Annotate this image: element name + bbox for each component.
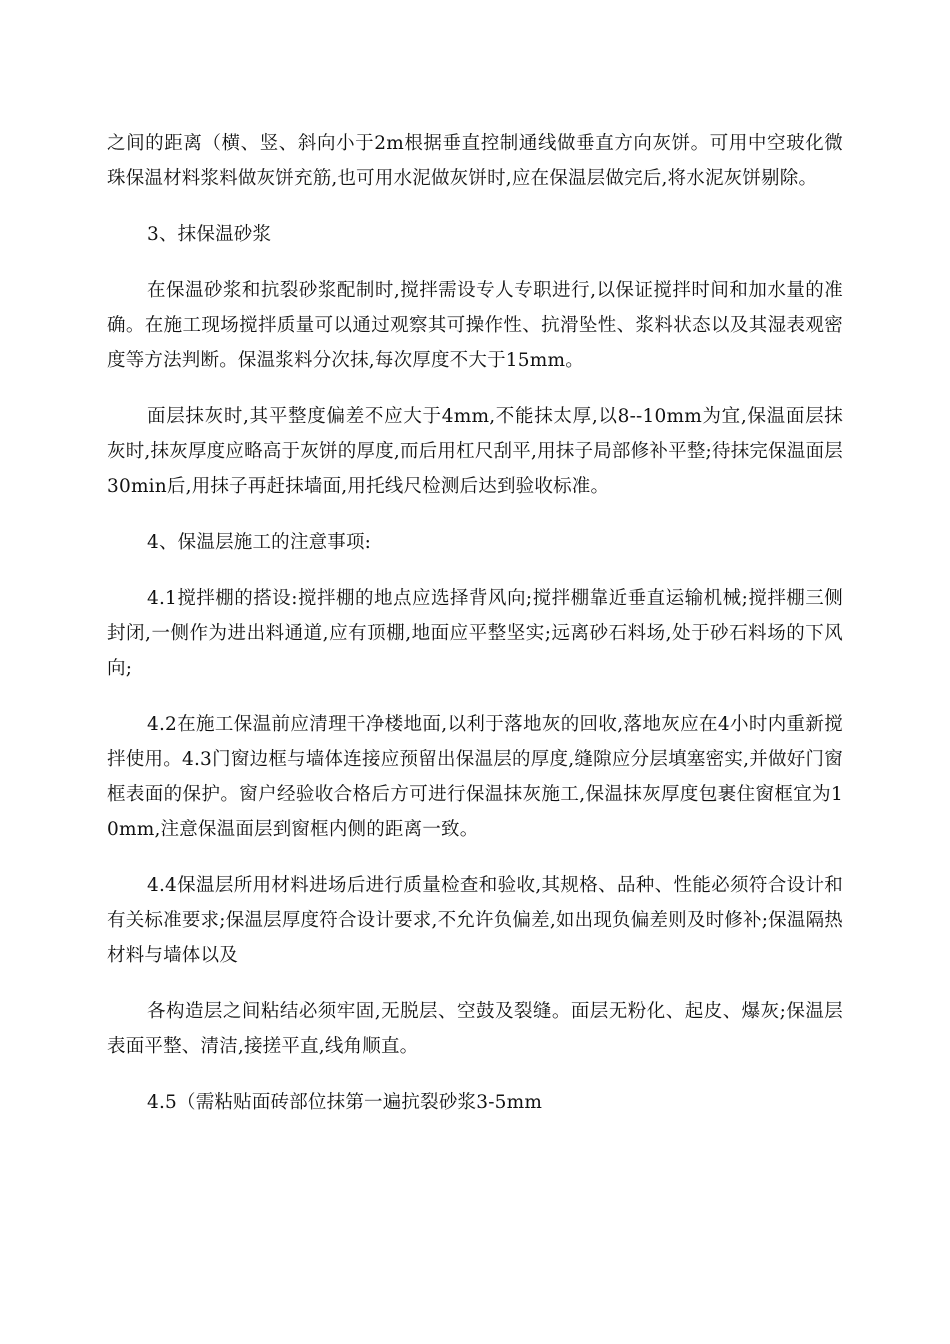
paragraph-bonding-requirements: 各构造层之间粘结必须牢固,无脱层、空鼓及裂缝。面层无粉化、起皮、爆灰;保温层表面平整、清洁,接搓平直,线角顺直。 [107, 1001, 843, 1057]
paragraph-4-2-4-3-cleaning-window-frames: 4.2在施工保温前应清理干净楼地面,以利于落地灰的回收,落地灰应在4小时内重新搅拌使用。4.3门窗边框与墙体连接应预留出保温层的厚度,缝隙应分层填塞密实,并做好门窗框表面的保护。窗户经验收合格后方可进行保温抹灰施工,保温抹灰厚度包裹住窗框宜为10mm,注意保温面层到窗框内侧的距离一致。 [107, 714, 843, 840]
paragraph-surface-plastering: 面层抹灰时,其平整度偏差不应大于4mm,不能抹太厚,以8--10mm为宜,保温面层抹灰时,抹灰厚度应略高于灰饼的厚度,而后用杠尺刮平,用抹子局部修补平整;待抹完保温面层30min后,用抹子再赶抹墙面,用托线尺检测后达到验收标准。 [107, 406, 843, 497]
paragraph-grey-cake-spacing: 之间的距离（横、竖、斜向小于2m根据垂直控制通线做垂直方向灰饼。可用中空玻化微珠保温材料浆料做灰饼充筋,也可用水泥做灰饼时,应在保温层做完后,将水泥灰饼剔除。 [107, 133, 843, 189]
paragraph-4-5-anti-crack-mortar: 4.5（需粘贴面砖部位抹第一遍抗裂砂浆3-5mm [147, 1092, 543, 1113]
section-heading-4: 4、保温层施工的注意事项: [147, 532, 372, 553]
paragraph-4-4-material-inspection: 4.4保温层所用材料进场后进行质量检查和验收,其规格、品种、性能必须符合设计和有关标准要求;保温层厚度符合设计要求,不允许负偏差,如出现负偏差则及时修补;保温隔热材料与墙体以及 [107, 875, 843, 966]
paragraph-4-1-mixing-shed: 4.1搅拌棚的搭设:搅拌棚的地点应选择背风向;搅拌棚靠近垂直运输机械;搅拌棚三侧封闭,一侧作为进出料通道,应有顶棚,地面应平整坚实;远离砂石料场,处于砂石料场的下风向; [107, 588, 843, 679]
document-body [107, 126, 843, 1141]
paragraph-mortar-mixing: 在保温砂浆和抗裂砂浆配制时,搅拌需设专人专职进行,以保证搅拌时间和加水量的准确。在施工现场搅拌质量可以通过观察其可操作性、抗滑坠性、浆料状态以及其湿表观密度等方法判断。保温浆料分次抹,每次厚度不大于15mm。 [107, 280, 843, 371]
section-heading-3: 3、抹保温砂浆 [147, 224, 272, 245]
